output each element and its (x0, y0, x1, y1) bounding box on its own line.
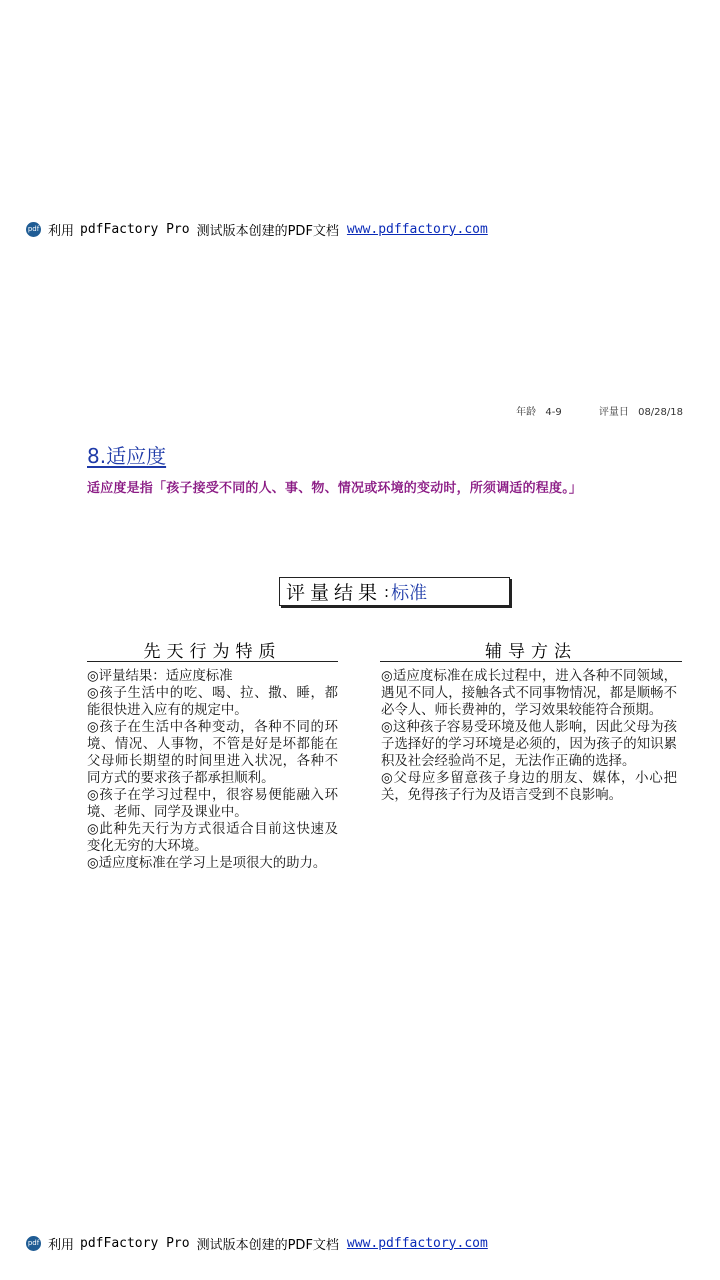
result-value: 标准 (391, 582, 428, 604)
watermark-product: pdfFactory Pro (80, 221, 190, 237)
right-column-rule (380, 661, 682, 662)
watermark-product: pdfFactory Pro (80, 1235, 190, 1251)
pdffactory-logo-icon: pdf (26, 222, 41, 237)
left-paragraph: ◎此种先天行为方式很适合目前这快速及变化无穷的大环境。 (87, 822, 338, 854)
right-paragraph: ◎这种孩子容易受环境及他人影响，因此父母为孩子选择好的学习环境是必须的，因为孩子的知识累积及社会经验尚不足，无法作正确的选择。 (381, 720, 677, 769)
watermark-link[interactable]: www.pdffactory.com (346, 1235, 488, 1251)
watermark-suffix: 测试版本创建的PDF文档 (196, 223, 339, 239)
watermark-prefix: 利用 (48, 1237, 75, 1253)
watermark-suffix: 测试版本创建的PDF文档 (196, 1237, 339, 1253)
left-paragraph: ◎评量结果：适应度标准 (87, 669, 233, 684)
left-paragraph: ◎孩子在学习过程中，很容易便能融入环境、老师、同学及课业中。 (87, 788, 338, 820)
watermark-top (26, 219, 488, 239)
section-title: 8.适应度 (87, 444, 167, 468)
date-label: 评量日 (598, 407, 629, 418)
right-paragraph: ◎适应度标准在成长过程中，进入各种不同领域，遇见不同人，接触各式不同事物情况，都是顺畅不必令人、师长费神的，学习效果较能符合预期。 (381, 669, 677, 718)
watermark-link[interactable]: www.pdffactory.com (346, 221, 488, 237)
header-meta (510, 403, 683, 418)
age-value: 4-9 (545, 407, 562, 418)
age-label: 年龄 (516, 407, 537, 418)
section-definition: 适应度是指「孩子接受不同的人、事、物、情况或环境的变动时，所须调适的程度。」 (87, 481, 583, 496)
watermark-prefix: 利用 (48, 223, 75, 239)
right-column-heading: 辅导方法 (485, 642, 577, 662)
left-column-body (87, 668, 338, 872)
date-value: 08/28/18 (638, 407, 683, 418)
left-paragraph: ◎孩子生活中的吃、喝、拉、撒、睡，都能很快进入应有的规定中。 (87, 686, 338, 718)
result-label: 评量结果 (286, 582, 383, 604)
left-column-rule (87, 661, 338, 662)
right-column-body (381, 668, 677, 804)
left-column-heading: 先天行为特质 (143, 642, 282, 662)
left-paragraph: ◎孩子在生活中各种变动，各种不同的环境、情况、人事物，不管是好是坏都能在父母师长期望的时间里进入状况，各种不同方式的要求孩子都承担顺利。 (87, 720, 338, 786)
result-box (279, 577, 510, 606)
watermark-bottom (26, 1233, 488, 1253)
left-paragraph: ◎适应度标准在学习上是项很大的助力。 (87, 856, 327, 871)
right-paragraph: ◎父母应多留意孩子身边的朋友、媒体，小心把关，免得孩子行为及语言受到不良影响。 (381, 771, 677, 803)
pdffactory-logo-icon: pdf (26, 1236, 41, 1251)
result-colon: : (384, 582, 390, 601)
